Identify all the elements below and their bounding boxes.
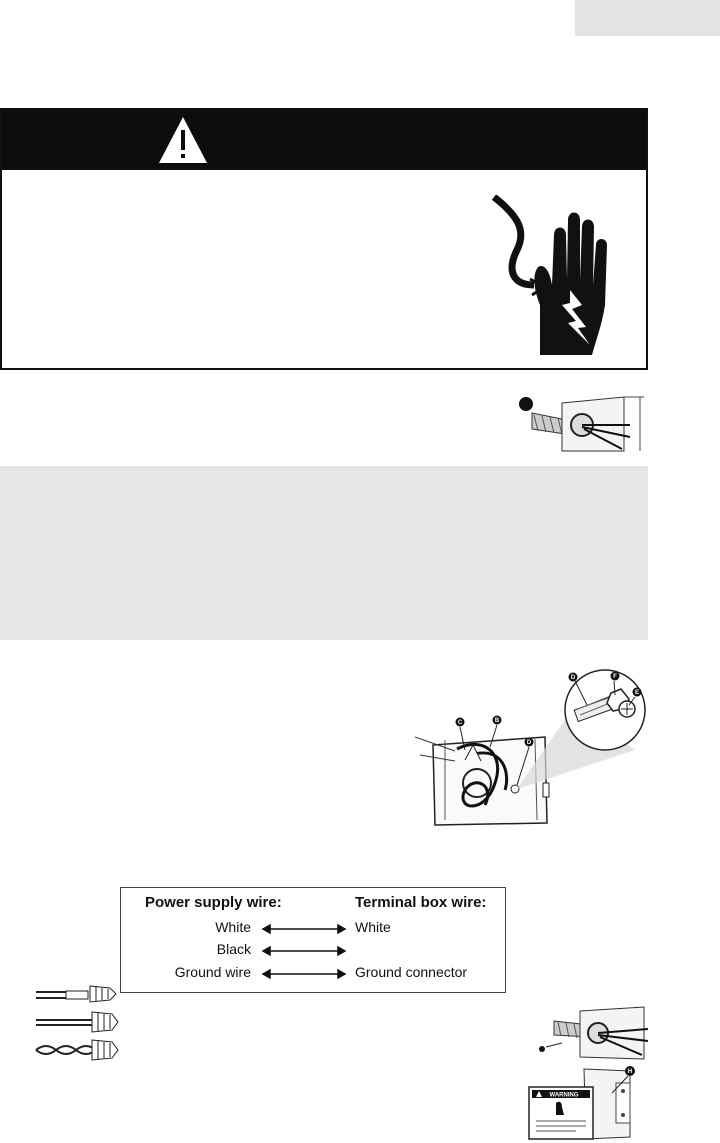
- warning-label-figure: [526, 1063, 652, 1141]
- warning-header-bar: [2, 110, 646, 170]
- callout-c: C: [457, 720, 463, 726]
- callout-b: B: [494, 718, 500, 724]
- wire-nut-figure: [26, 980, 134, 1070]
- callout-f: F: [613, 674, 617, 680]
- electric-shock-hand-icon: [472, 195, 622, 360]
- wire-nut-step-2: [36, 1012, 118, 1032]
- connection-arrows: [261, 922, 347, 982]
- wire-connection-table: [120, 887, 506, 993]
- table-row-2-left: Black: [216, 941, 251, 957]
- table-row-3-left: Ground wire: [174, 964, 251, 980]
- label-warning-title: WARNING: [549, 1092, 579, 1099]
- terminal-box-header: Terminal box wire:: [355, 894, 487, 911]
- table-row-1-right: White: [355, 919, 391, 935]
- callout-d-detail: D: [570, 675, 576, 681]
- warning-box: [0, 108, 648, 370]
- wire-nut-step-3: [36, 1040, 118, 1060]
- wire-nut-step-1: [36, 986, 116, 1002]
- conduit-fitting-figure-2: [534, 1005, 652, 1061]
- exclamation-triangle-icon: [157, 115, 209, 165]
- callout-dot: [519, 397, 533, 411]
- terminal-box-figure: [415, 665, 660, 830]
- note-panel: [0, 466, 648, 640]
- table-row-3-right: Ground connector: [355, 964, 468, 980]
- callout-e: E: [634, 690, 640, 696]
- callout-d: D: [526, 740, 532, 746]
- power-supply-header: Power supply wire:: [145, 894, 282, 911]
- table-row-1-left: White: [215, 919, 251, 935]
- conduit-fitting-figure: [512, 385, 652, 455]
- page-tab: [575, 0, 720, 36]
- callout-h: H: [627, 1069, 633, 1075]
